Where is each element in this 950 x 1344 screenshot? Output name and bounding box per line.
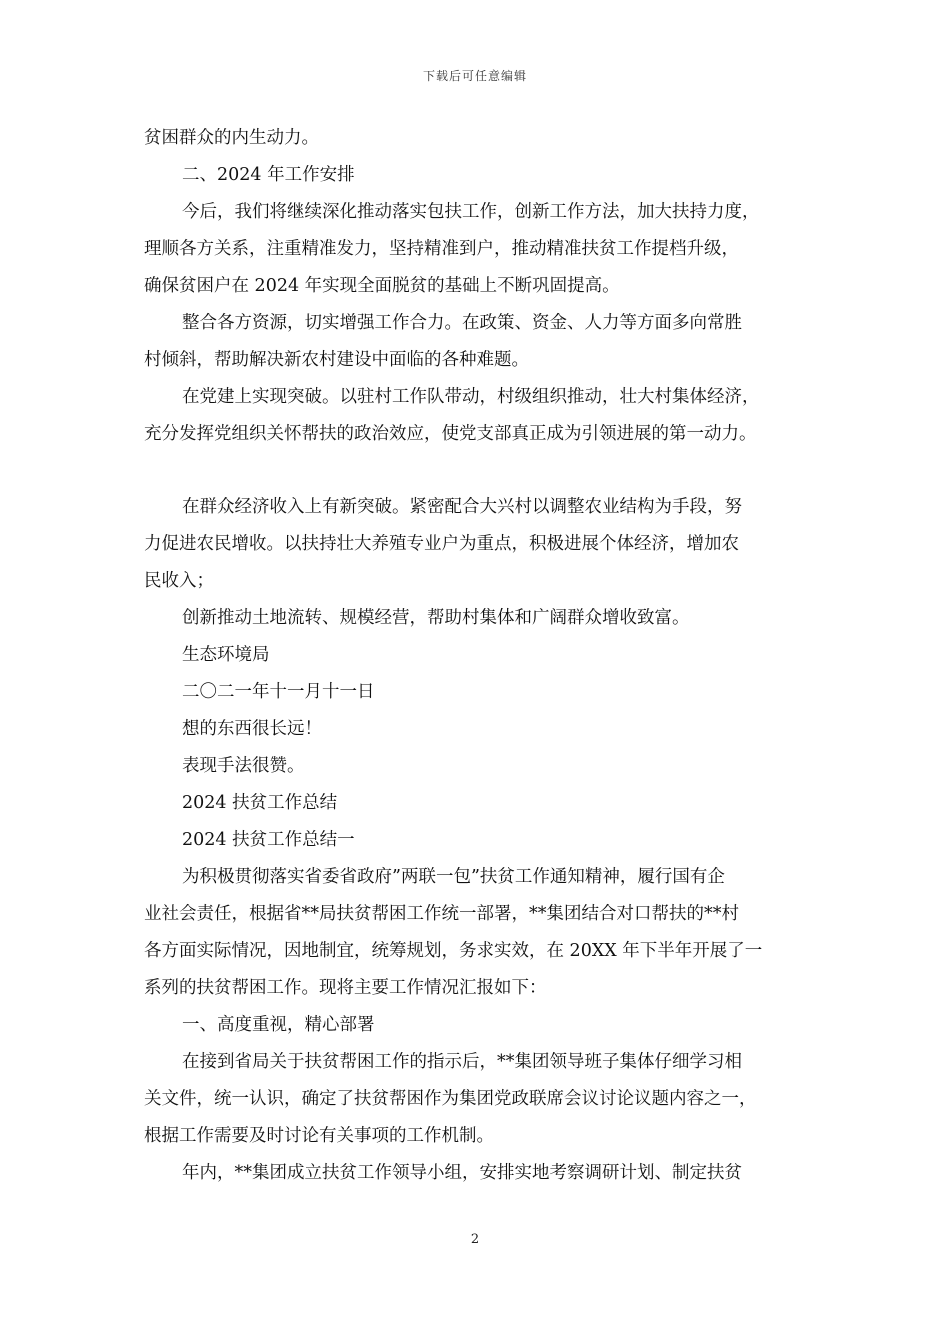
page-header-note: 下载后可任意编辑	[422, 69, 527, 83]
paragraph-line: 在党建上实现突破。以驻村工作队带动，村级组织推动，壮大村集体经济，	[182, 387, 760, 407]
page-number: 2	[470, 1232, 480, 1247]
paragraph-line: 理顺各方关系，注重精准发力，坚持精准到户，推动精准扶贫工作提档升级，	[144, 239, 739, 259]
comment-line: 想的东西很长远！	[182, 719, 322, 739]
paragraph-line: 各方面实际情况，因地制宜，统筹规划，务求实效，在 20XX 年下半年开展了一	[144, 941, 763, 961]
paragraph-line: 系列的扶贫帮困工作。现将主要工作情况汇报如下：	[144, 978, 547, 998]
paragraph-line: 民收入；	[144, 571, 214, 591]
document-body	[144, 120, 820, 1192]
paragraph-line: 年内，**集团成立扶贫工作领导小组，安排实地考察调研计划、制定扶贫	[182, 1163, 742, 1183]
section-heading: 一、高度重视，精心部署	[182, 1015, 375, 1035]
paragraph-line: 充分发挥党组织关怀帮扶的政治效应，使党支部真正成为引领进展的第一动力。	[144, 424, 757, 444]
paragraph-line: 业社会责任，根据省**局扶贫帮困工作统一部署，**集团结合对口帮扶的**村	[144, 904, 739, 924]
paragraph-line: 整合各方资源，切实增强工作合力。在政策、资金、人力等方面多向常胜	[182, 313, 742, 333]
paragraph-line: 根据工作需要及时讨论有关事项的工作机制。	[144, 1126, 494, 1146]
paragraph-line: 今后，我们将继续深化推动落实包扶工作，创新工作方法，加大扶持力度，	[182, 202, 760, 222]
signature-date: 二〇二一年十一月十一日	[182, 682, 375, 702]
paragraph-line: 为积极贯彻落实省委省政府”两联一包”扶贫工作通知精神，履行国有企	[182, 867, 725, 887]
section-heading: 二、2024 年工作安排	[182, 165, 355, 185]
document-title: 2024 扶贫工作总结	[182, 793, 338, 813]
paragraph-line: 确保贫困户在 2024 年实现全面脱贫的基础上不断巩固提高。	[144, 276, 620, 296]
paragraph-line: 村倾斜，帮助解决新农村建设中面临的各种难题。	[144, 350, 529, 370]
paragraph-line: 关文件，统一认识，确定了扶贫帮困作为集团党政联席会议讨论议题内容之一，	[144, 1089, 757, 1109]
paragraph-line: 力促进农民增收。以扶持壮大养殖专业户为重点，积极进展个体经济，增加农	[144, 534, 739, 554]
paragraph-line: 在接到省局关于扶贫帮困工作的指示后，**集团领导班子集体仔细学习相	[182, 1052, 742, 1072]
comment-line: 表现手法很赞。	[182, 756, 305, 776]
paragraph-gap	[144, 453, 820, 489]
paragraph-line: 创新推动土地流转、规模经营，帮助村集体和广阔群众增收致富。	[182, 608, 690, 628]
document-subtitle: 2024 扶贫工作总结一	[182, 830, 355, 850]
signature-organization: 生态环境局	[182, 645, 270, 665]
paragraph-line: 在群众经济收入上有新突破。紧密配合大兴村以调整农业结构为手段，努	[182, 497, 742, 517]
paragraph-line: 贫困群众的内生动力。	[144, 128, 319, 148]
